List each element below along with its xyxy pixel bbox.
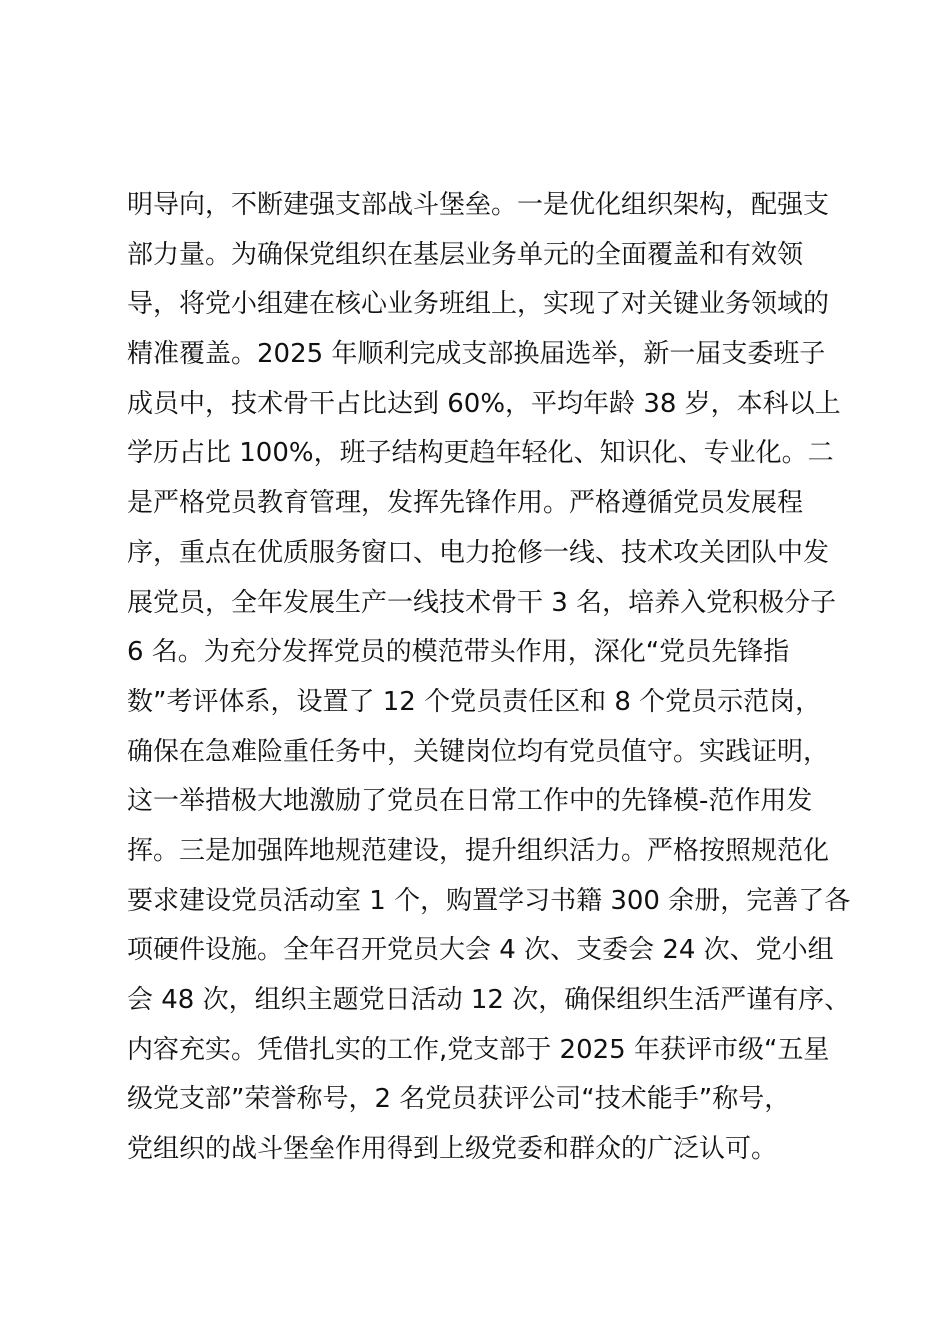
paragraph-line-1: 明导向，不断建强支部战斗堡垒。一是优化组织架构，配强支: [127, 190, 830, 220]
paragraph-line-4: 精准覆盖。2025 年顺利完成支部换届选举，新一届支委班子: [127, 339, 826, 370]
paragraph-line-7: 是严格党员教育管理，发挥先锋作用。严格遵循党员发展程: [127, 488, 804, 519]
paragraph-line-18: 内容充实。凭借扎实的工作,党支部于 2025 年获评市级“五星: [127, 1034, 830, 1065]
paragraph-line-14: 挥。三是加强阵地规范建设，提升组织活力。严格按照规范化: [127, 835, 830, 866]
paragraph-line-12: 确保在急难险重任务中，关键岗位均有党员值守。实践证明，: [127, 736, 830, 767]
paragraph-line-11: 数”考评体系，设置了 12 个党员责任区和 8 个党员示范岗，: [127, 686, 822, 717]
paragraph-line-13: 这一举措极大地激励了党员在日常工作中的先锋模-范作用发: [127, 786, 813, 817]
paragraph-line-20: 党组织的战斗堡垒作用得到上级党委和群众的广泛认可。: [127, 1134, 778, 1165]
paragraph-line-8: 序，重点在优质服务窗口、电力抢修一线、技术攻关团队中发: [127, 537, 830, 568]
paragraph-line-2: 部力量。为确保党组织在基层业务单元的全面覆盖和有效领: [127, 239, 804, 270]
paragraph-line-16: 项硬件设施。全年召开党员大会 4 次、支委会 24 次、党小组: [127, 935, 834, 966]
paragraph-line-3: 导，将党小组建在核心业务班组上，实现了对关键业务领域的: [127, 289, 830, 320]
paragraph-line-19: 级党支部”荣誉称号，2 名党员获评公司“技术能手”称号，: [127, 1084, 791, 1115]
paragraph-line-15: 要求建设党员活动室 1 个，购置学习书籍 300 余册，完善了各: [127, 885, 851, 916]
paragraph-line-10: 6 名。为充分发挥党员的模范带头作用，深化“党员先锋指: [127, 637, 790, 668]
paragraph-line-6: 学历占比 100%，班子结构更趋年轻化、知识化、专业化。二: [127, 438, 834, 469]
paragraph-line-17: 会 48 次，组织主题党日活动 12 次，确保组织生活严谨有序、: [127, 985, 851, 1015]
body-paragraph: [127, 181, 851, 1175]
paragraph-line-5: 成员中，技术骨干占比达到 60%，平均年龄 38 岁，本科以上: [127, 388, 841, 419]
paragraph-line-9: 展党员，全年发展生产一线技术骨干 3 名，培养入党积极分子: [127, 587, 837, 618]
